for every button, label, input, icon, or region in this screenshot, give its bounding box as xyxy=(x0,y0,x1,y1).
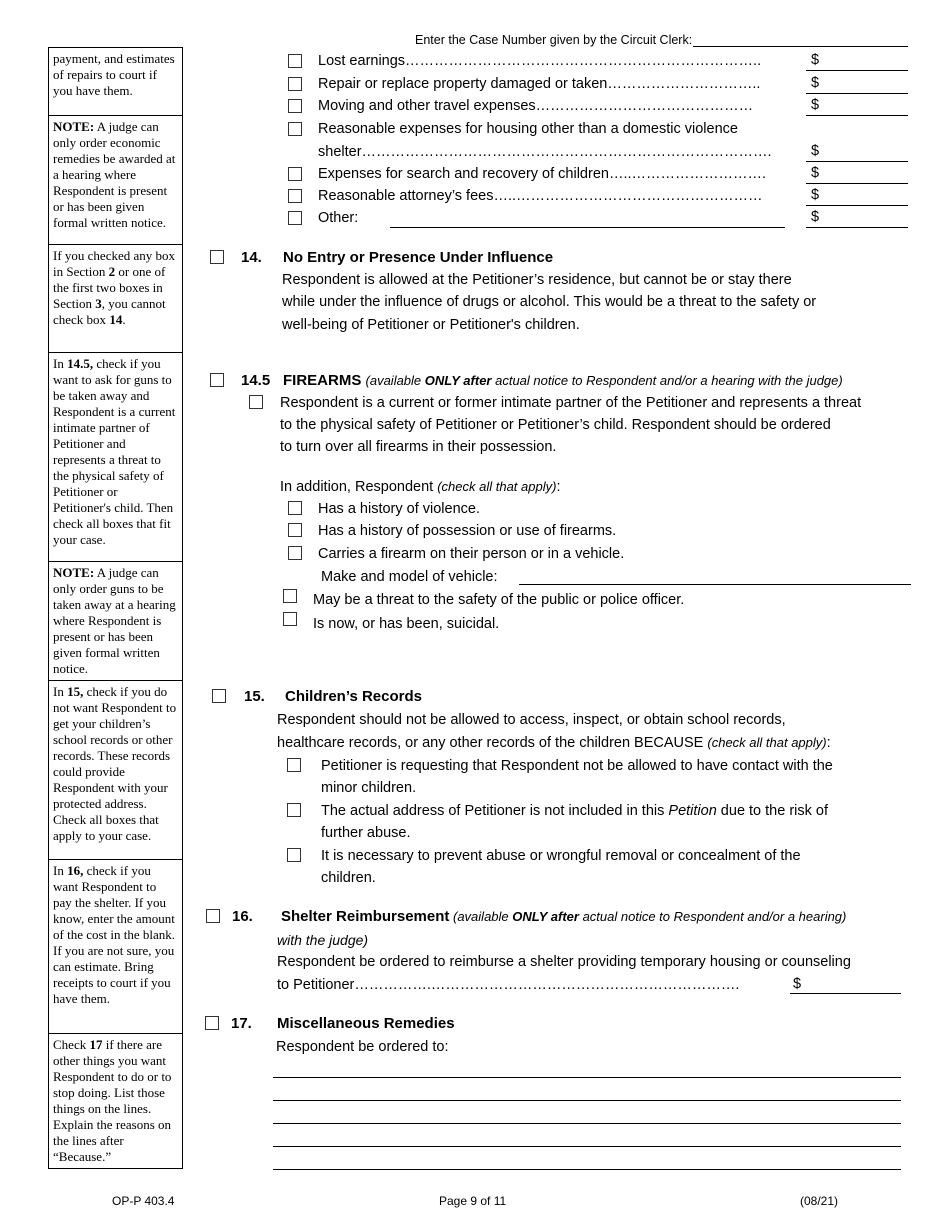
prevent-abuse-label-2: children. xyxy=(321,870,376,886)
moving-expenses-label: Moving and other travel expenses……………………………………… xyxy=(318,98,754,114)
sidebar-text-6a: In xyxy=(53,684,68,699)
sidebar-text-4a: In xyxy=(53,356,68,371)
dollar-sign: $ xyxy=(811,75,820,91)
history-violence-label: Has a history of violence. xyxy=(318,501,480,517)
section-15-number: 15. xyxy=(244,688,265,705)
section-15-title: Children’s Records xyxy=(285,688,422,705)
history-firearms-label: Has a history of possession or use of firearms. xyxy=(318,523,617,539)
lost-earnings-amount[interactable] xyxy=(806,70,908,71)
note-emphasis: ONLY after xyxy=(424,373,492,388)
note-emphasis: ONLY after xyxy=(512,909,579,924)
prevent-abuse-checkbox[interactable] xyxy=(287,848,301,862)
sidebar-box-7 xyxy=(49,860,182,1034)
misc-remedy-line-1[interactable] xyxy=(273,1077,901,1078)
no-contact-checkbox[interactable] xyxy=(287,758,301,772)
section-14-5-text-1: Respondent is a current or former intimate partner of the Petitioner and represents a threat xyxy=(280,395,862,411)
section-14-5-number: 14.5 xyxy=(241,372,271,389)
other-expenses-description[interactable] xyxy=(390,227,785,228)
sidebar-box-4 xyxy=(49,353,182,562)
sidebar-text-3a: If you checked any box in Section xyxy=(53,248,176,279)
sidebar-box-3 xyxy=(49,245,182,353)
sidebar-text-3f: 14 xyxy=(109,312,123,327)
dollar-sign: $ xyxy=(811,143,820,159)
sidebar-note-label-2: NOTE: xyxy=(53,565,95,580)
check-all-note: (check all that apply) xyxy=(437,479,557,494)
section-14-text-1: Respondent is allowed at the Petitioner’s residence, but cannot be or stay there xyxy=(282,272,792,288)
colon: : xyxy=(556,479,561,495)
section-16-text-2: to Petitioner…………….………………………………………………………. xyxy=(277,977,740,993)
sidebar-text-4b: 14.5, xyxy=(67,356,94,371)
sidebar-text-7b: 16, xyxy=(67,863,84,878)
repair-property-amount[interactable] xyxy=(806,93,908,94)
attorney-fees-checkbox[interactable] xyxy=(288,189,302,203)
sidebar-text-8b: 17 xyxy=(89,1037,103,1052)
address-text: The actual address of Petitioner is not included in this xyxy=(321,803,669,819)
section-15-text-1: Respondent should not be allowed to access, inspect, or obtain school records, xyxy=(277,712,786,728)
lost-earnings-checkbox[interactable] xyxy=(288,54,302,68)
sidebar-text-8a: Check xyxy=(53,1037,90,1052)
case-number-label: Enter the Case Number given by the Circuit Clerk: xyxy=(415,33,693,47)
dollar-sign: $ xyxy=(811,52,820,68)
form-date: (08/21) xyxy=(800,1194,839,1208)
section-16-text-1: Respondent be ordered to reimburse a shelter providing temporary housing or counseling xyxy=(277,954,851,970)
sidebar-text-3e: , you cannot check box xyxy=(53,296,166,327)
check-all-note: (check all that apply) xyxy=(707,735,827,750)
search-recovery-checkbox[interactable] xyxy=(288,167,302,181)
sidebar-text-7c: check if you want Respondent to pay the shelter. If you know, enter the amount of the cost in the blank. If you are not sure, you can estimate. Bring receipts to court if you have them. xyxy=(53,863,176,1006)
petition-word: Petition xyxy=(668,803,717,819)
sidebar-box-8 xyxy=(49,1034,182,1168)
section-16-number: 16. xyxy=(232,908,253,925)
other-expenses-label: Other: xyxy=(318,210,359,226)
section-14-5-title: FIREARMS xyxy=(283,372,362,389)
dollar-sign: $ xyxy=(811,187,820,203)
housing-expenses-label-2: shelter…………………………………………………………………………. xyxy=(318,144,772,160)
repair-property-label: Repair or replace property damaged or taken………………………….. xyxy=(318,76,761,92)
in-addition-text: In addition, Respondent xyxy=(280,479,438,495)
section-14-5-note xyxy=(366,373,843,388)
sidebar-text-4c: check if you want to ask for guns to be taken away and Respondent is a current intimate partner of Petitioner and represents a threat to the physical safety of Petitioner or Petitioner's child. Then check all boxes that fit your case. xyxy=(53,356,176,547)
dollar-sign: $ xyxy=(811,97,820,113)
repair-property-checkbox[interactable] xyxy=(288,77,302,91)
no-contact-label-2: minor children. xyxy=(321,780,417,796)
address-withheld-checkbox[interactable] xyxy=(287,803,301,817)
housing-expenses-label-1: Reasonable expenses for housing other than a domestic violence xyxy=(318,121,738,137)
misc-remedy-line-5[interactable] xyxy=(273,1169,901,1170)
attorney-fees-label: Reasonable attorney’s fees…..…………………………………………… xyxy=(318,188,763,204)
form-number: OP-P 403.4 xyxy=(112,1194,175,1208)
lost-earnings-label: Lost earnings……………………………………………………………….. xyxy=(318,53,762,69)
sidebar-text-8c: if there are other things you want Respondent to do or to stop doing. List those things on the lines. Explain the reasons on the lines after “Because.” xyxy=(53,1037,172,1164)
attorney-fees-amount[interactable] xyxy=(806,205,908,206)
section-15-because: healthcare records, or any other records of the children BECAUSE xyxy=(277,735,708,751)
sidebar-text-3b: 2 xyxy=(108,264,116,279)
section-14-5-checkbox[interactable] xyxy=(210,373,224,387)
suicidal-label: Is now, or has been, suicidal. xyxy=(313,616,500,632)
intimate-partner-threat-checkbox[interactable] xyxy=(249,395,263,409)
sidebar-text-3g: . xyxy=(122,312,126,327)
sidebar-text-7a: In xyxy=(53,863,68,878)
note-text: actual notice to Respondent and/or a hearing with the judge) xyxy=(491,373,843,388)
section-14-number: 14. xyxy=(241,249,262,266)
note-text: actual notice to Respondent and/or a hearing) xyxy=(578,909,847,924)
section-14-checkbox[interactable] xyxy=(210,250,224,264)
section-16-title: Shelter Reimbursement xyxy=(281,908,450,925)
dollar-sign: $ xyxy=(793,976,802,992)
sidebar-text-1: payment, and estimates of repairs to court if you have them. xyxy=(53,51,175,98)
sidebar-text-3d: 3 xyxy=(95,296,102,311)
history-violence-checkbox[interactable] xyxy=(288,501,302,515)
section-16-heading xyxy=(281,908,846,925)
address-text: due to the risk of xyxy=(716,803,829,819)
shelter-amount-field[interactable] xyxy=(790,993,901,994)
moving-expenses-amount[interactable] xyxy=(806,115,908,116)
sidebar-box-6 xyxy=(49,681,182,860)
section-15-text-2 xyxy=(277,734,831,752)
carries-firearm-checkbox[interactable] xyxy=(288,546,302,560)
section-14-5-text-3: to turn over all firearms in their possession. xyxy=(280,439,557,455)
page-number: Page 9 of 11 xyxy=(439,1194,507,1208)
suicidal-checkbox[interactable] xyxy=(283,612,297,626)
sidebar-box-5 xyxy=(49,562,182,681)
section-17-title: Miscellaneous Remedies xyxy=(277,1015,455,1032)
section-16-checkbox[interactable] xyxy=(206,909,220,923)
address-withheld-label-1 xyxy=(321,802,828,820)
section-14-5-text-2: to the physical safety of Petitioner or Petitioner’s child. Respondent should be ordered xyxy=(280,417,831,433)
misc-remedy-line-4[interactable] xyxy=(273,1146,901,1147)
sidebar-box-1 xyxy=(49,48,182,116)
sidebar-text-3c: or one of the first two boxes in Section xyxy=(53,264,166,311)
misc-remedy-line-2[interactable] xyxy=(273,1100,901,1101)
vehicle-make-model-field[interactable] xyxy=(519,584,911,585)
no-contact-label-1: Petitioner is requesting that Respondent not be allowed to have contact with the xyxy=(321,758,833,774)
section-14-text-2: while under the influence of drugs or alcohol. This would be a threat to the safety or xyxy=(282,294,817,310)
housing-expenses-amount[interactable] xyxy=(806,161,908,162)
section-14-title: No Entry or Presence Under Influence xyxy=(283,249,554,266)
vehicle-make-model-label: Make and model of vehicle: xyxy=(321,569,498,585)
public-threat-checkbox[interactable] xyxy=(283,589,297,603)
in-addition-label xyxy=(280,478,560,496)
search-recovery-amount[interactable] xyxy=(806,183,908,184)
note-text: (available xyxy=(449,909,513,924)
section-16-note-cont: with the judge) xyxy=(277,932,369,948)
note-text: (available xyxy=(365,373,425,388)
section-17-checkbox[interactable] xyxy=(205,1016,219,1030)
dollar-sign: $ xyxy=(811,165,820,181)
misc-remedy-line-3[interactable] xyxy=(273,1123,901,1124)
sidebar-text-5: A judge can only order guns to be taken away at a hearing where Respondent is present or has been given formal written notice. xyxy=(53,565,176,676)
section-17-text: Respondent be ordered to: xyxy=(276,1039,449,1055)
section-14-5-heading xyxy=(283,372,843,389)
public-threat-label: May be a threat to the safety of the public or police officer. xyxy=(313,592,685,608)
search-recovery-label: Expenses for search and recovery of children…..………………………. xyxy=(318,166,767,182)
sidebar-text-2: A judge can only order economic remedies be awarded at a hearing where Respondent is present or has been given formal written notice. xyxy=(53,119,176,230)
other-expenses-amount[interactable] xyxy=(806,227,908,228)
carries-firearm-label: Carries a firearm on their person or in a vehicle. xyxy=(318,546,625,562)
section-16-note xyxy=(449,909,846,924)
moving-expenses-checkbox[interactable] xyxy=(288,99,302,113)
case-number-field[interactable] xyxy=(693,46,908,47)
address-withheld-label-2: further abuse. xyxy=(321,825,411,841)
colon: : xyxy=(826,735,831,751)
dollar-sign: $ xyxy=(811,209,820,225)
history-firearms-checkbox[interactable] xyxy=(288,523,302,537)
sidebar-box-2 xyxy=(49,116,182,245)
section-14-text-3: well-being of Petitioner or Petitioner's children. xyxy=(282,317,580,333)
case-number-header xyxy=(415,33,692,47)
section-15-checkbox[interactable] xyxy=(212,689,226,703)
sidebar-text-6b: 15, xyxy=(67,684,84,699)
housing-expenses-checkbox[interactable] xyxy=(288,122,302,136)
section-17-number: 17. xyxy=(231,1015,252,1032)
prevent-abuse-label-1: It is necessary to prevent abuse or wrongful removal or concealment of the xyxy=(321,848,801,864)
sidebar-note-label-1: NOTE: xyxy=(53,119,95,134)
other-expenses-checkbox[interactable] xyxy=(288,211,302,225)
instructions-sidebar xyxy=(48,47,183,1169)
sidebar-text-6c: check if you do not want Respondent to get your children’s school records or other records. These records could provide Respondent with your protected address. Check all boxes that apply to your case. xyxy=(53,684,177,843)
